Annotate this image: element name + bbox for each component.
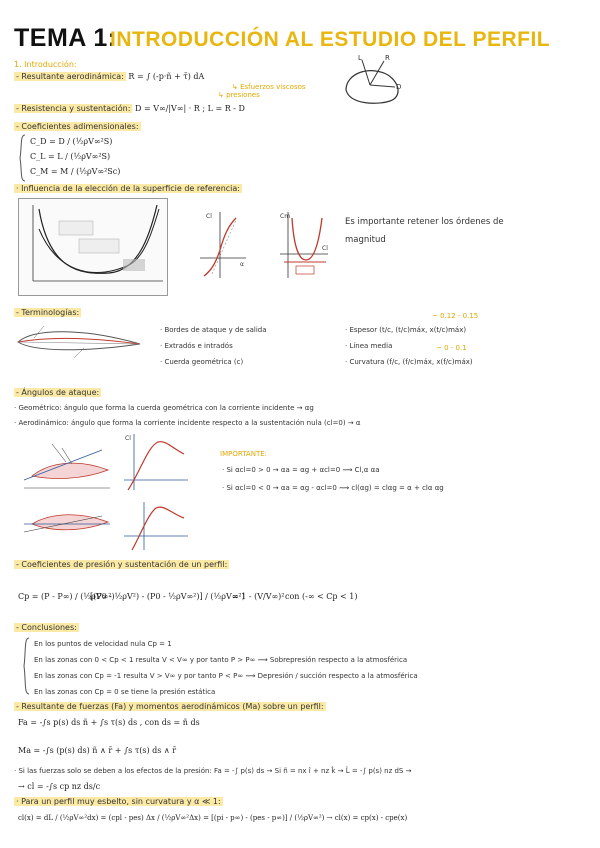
concl-item-1: En las zonas con 0 < Cp < 1 resulta V < V∞ y por tanto P > P∞ ⟿ Sobrepresión respecto a la atmosférica xyxy=(34,656,408,664)
final-eq: cl(x) = dL / (½ρV∞²dx) = (cpl - pes) Δx / (½ρV∞²Δx) = [(pi - p∞) - (pes - p∞)] / (½ρV∞²) → cl(x) = cp(x) - cpe(x) xyxy=(18,814,408,822)
pressure-note: ↳ presiones xyxy=(218,91,260,99)
label-d: D xyxy=(396,83,402,91)
terms-col2-0: · Espesor (t/c, (t/c)máx, x(t/c)máx) xyxy=(345,326,467,334)
cm-cl-graph xyxy=(278,210,330,280)
terms-ann2: ~ 0 - 0.1 xyxy=(436,344,467,352)
resultante-eq: R = ∫ (-p·ñ + τ̄) dA xyxy=(128,72,205,81)
viscous-note: ↳ Esfuerzos viscosos xyxy=(232,83,306,91)
section-heading-intro: 1. Introducción: xyxy=(14,60,77,69)
angle-sketch-1 xyxy=(22,440,112,492)
resistencia-eq: D = V∞/|V∞| · R ; L = R - D xyxy=(134,104,245,113)
alpha-axis-label: α xyxy=(240,261,244,268)
angles-case2: · Si αcl=0 < 0 → αa = αg - αcl=0 ⟿ cl(αg) = clαg = α + clα αg xyxy=(222,484,444,492)
angle-sketch-2 xyxy=(22,502,112,548)
angles-heading-line xyxy=(14,388,101,398)
angles-aero: · Aerodinámico: ángulo que forma la corriente incidente respecto a la sustentación nula (cl=0) → α xyxy=(14,419,361,427)
fa-eq: Fa = -∫s p(s) ds ñ + ∫s τ(s) ds , con ds = ñ ds xyxy=(18,718,200,727)
label-l: L xyxy=(358,54,362,62)
perfil-line xyxy=(14,797,223,807)
cp-eq3: = 1 - (V/V∞)² xyxy=(232,592,285,601)
cl-alpha-graph-3 xyxy=(122,500,190,552)
resultante-fuerzas-label: - Resultante de fuerzas (Fa) y momentos aerodinámicos (Ma) sobre un perfil: xyxy=(16,702,324,711)
concl-heading: - Conclusiones: xyxy=(16,623,77,632)
cm-axis-label: Cm xyxy=(280,213,291,220)
angles-case1: · Si αcl=0 > 0 → αa = αg + αcl=0 ⟿ Cl,α αa xyxy=(222,466,380,474)
si-fuerzas: · Si las fuerzas solo se deben a los efectos de la presión: Fa = -∫ p(s) ds → Si ñ = nx î + nz k̂ → L̂ = -∫ p(s) nz dS → xyxy=(14,767,412,775)
airfoil-terminology-sketch xyxy=(14,322,144,362)
concl-item-3: En las zonas con Cp = 0 se tiene la presión estática xyxy=(34,688,216,696)
terms-col2-1: · Línea media xyxy=(345,342,393,350)
influencia-label: · Influencia de la elección de la superficie de referencia: xyxy=(16,184,240,193)
resistencia-line xyxy=(14,104,245,114)
cd-eq: C_D = D / (½ρV∞²S) xyxy=(30,137,113,146)
cp-heading: - Coeficientes de presión y sustentación de un perfil: xyxy=(16,560,228,569)
terms-col1-2: · Cuerda geométrica (c) xyxy=(160,358,244,366)
cp-eq2: [(P0 - ½ρV²) - (P0 - ½ρV∞²)] / (½ρV∞²) xyxy=(90,592,245,601)
cp-eq4: con (-∞ < Cp < 1) xyxy=(285,592,358,601)
terms-heading-line xyxy=(14,308,81,318)
terms-ann1: ~ 0.12 - 0.15 xyxy=(432,312,479,320)
page-title-prefix: TEMA 1: xyxy=(14,24,117,52)
terms-heading: - Terminologías: xyxy=(16,308,80,317)
cl2-axis-label: Cl xyxy=(322,245,328,252)
terms-col2-2: · Curvatura (f/c, (f/c)máx, x(f/c)máx) xyxy=(345,358,473,366)
influencia-line xyxy=(14,184,242,194)
angles-heading: - Ángulos de ataque: xyxy=(16,388,100,397)
perfil-label: · Para un perfil muy esbelto, sin curvatura y α ≪ 1: xyxy=(16,797,221,806)
important-label: IMPORTANTE: xyxy=(220,450,268,458)
page-title: INTRODUCCIÓN AL ESTUDIO DEL PERFIL xyxy=(110,28,551,51)
resultante-label: - Resultante aerodinámica: xyxy=(16,72,124,81)
resultante-line xyxy=(14,72,204,82)
drag-polar-figure xyxy=(18,198,168,296)
cl-eq: C_L = L / (½ρV∞²S) xyxy=(30,152,111,161)
cl-alpha-graph-2 xyxy=(122,432,190,494)
magnitude-note: Es importante retener los órdenes de magnitud xyxy=(345,217,504,245)
concl-item-0: En los puntos de velocidad nula Cp = 1 xyxy=(34,640,172,648)
terms-col1-0: · Bordes de ataque y de salida xyxy=(160,326,267,334)
resistencia-label: - Resistencia y sustentación: xyxy=(16,104,131,113)
angles-geom: · Geométrico: ángulo que forma la cuerda geométrica con la corriente incidente → αg xyxy=(14,404,314,412)
cl-axis-2: Cl xyxy=(125,435,131,442)
cp-heading-line xyxy=(14,560,229,570)
concl-brace xyxy=(22,637,30,695)
label-r: R xyxy=(385,54,390,62)
cl-integral-eq: → cl = -∫s cp nz ds/c xyxy=(18,782,101,791)
concl-heading-line xyxy=(14,623,79,633)
airfoil-force-sketch xyxy=(340,55,410,110)
coef-heading xyxy=(14,122,141,132)
cp-eq1: Cp = (P - P∞) / (½ρV∞²) xyxy=(18,592,115,601)
ma-eq: Ma = -∫s (p(s) ds) ñ ∧ r̄ + ∫s τ(s) ds ∧ r̄ xyxy=(18,746,177,755)
coef-brace xyxy=(18,134,26,182)
resultante-fuerzas-line xyxy=(14,702,326,712)
terms-col1-1: · Extradós e intradós xyxy=(160,342,233,350)
cl-alpha-graph xyxy=(198,210,248,280)
concl-item-2: En las zonas con Cp = -1 resulta V > V∞ y por tanto P < P∞ ⟿ Depresión / succión respecto a la atmosférica xyxy=(34,672,418,680)
cl-axis-label: Cl xyxy=(206,213,212,220)
coef-label: - Coeficientes adimensionales: xyxy=(16,122,139,131)
cm-eq: C_M = M / (½ρV∞²Sc) xyxy=(30,167,121,176)
